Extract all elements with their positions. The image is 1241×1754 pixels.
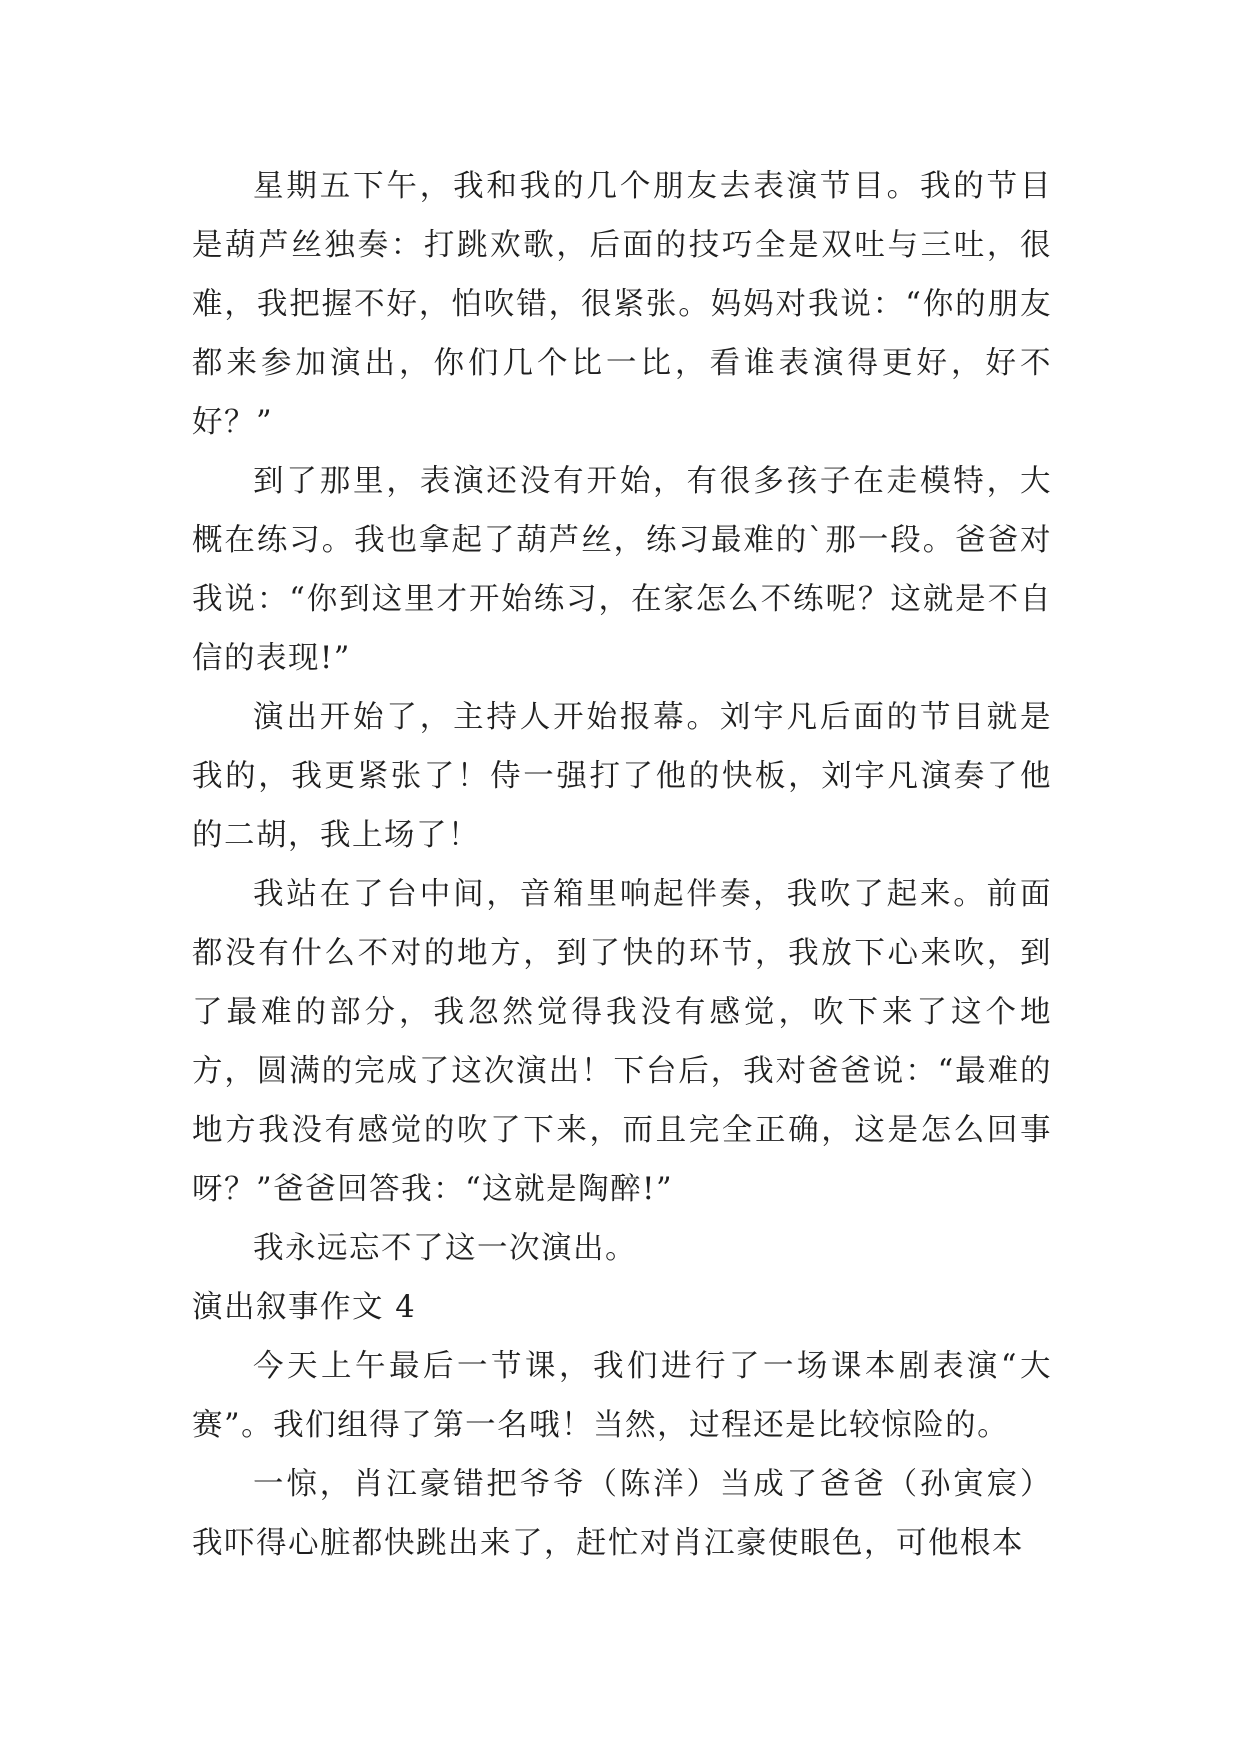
section-heading: 演出叙事作文 4 [192,1290,417,1325]
paragraph: 一惊，肖江豪错把爷爷（陈洋）当成了爸爸（孙寅宸）我吓得心脏都快跳出来了，赶忙对肖江豪使眼色，可他根本 [192,1467,1052,1561]
document-body [192,157,1052,1573]
paragraph: 今天上午最后一节课，我们进行了一场课本剧表演“大赛”。我们组得了第一名哦！当然，过程还是比较惊险的。 [192,1349,1052,1443]
paragraph: 到了那里，表演还没有开始，有很多孩子在走模特，大概在练习。我也拿起了葫芦丝，练习最难的`那一段。爸爸对我说：“你到这里才开始练习，在家怎么不练呢？这就是不自信的表现!” [192,464,1052,676]
paragraph: 我站在了台中间，音箱里响起伴奏，我吹了起来。前面都没有什么不对的地方，到了快的环节，我放下心来吹，到了最难的部分，我忽然觉得我没有感觉，吹下来了这个地方，圆满的完成了这次演出！下台后，我对爸爸说：“最难的地方我没有感觉的吹了下来，而且完全正确，这是怎么回事呀？”爸爸回答我：“这就是陶醉!” [192,877,1052,1207]
paragraph: 我永远忘不了这一次演出。 [253,1231,637,1266]
paragraph: 星期五下午，我和我的几个朋友去表演节目。我的节目是葫芦丝独奏：打跳欢歌，后面的技巧全是双吐与三吐，很难，我把握不好，怕吹错，很紧张。妈妈对我说：“你的朋友都来参加演出，你们几个比一比，看谁表演得更好，好不好？” [192,169,1052,440]
paragraph: 演出开始了，主持人开始报幕。刘宇凡后面的节目就是我的，我更紧张了！侍一强打了他的快板，刘宇凡演奏了他的二胡，我上场了！ [192,700,1052,853]
